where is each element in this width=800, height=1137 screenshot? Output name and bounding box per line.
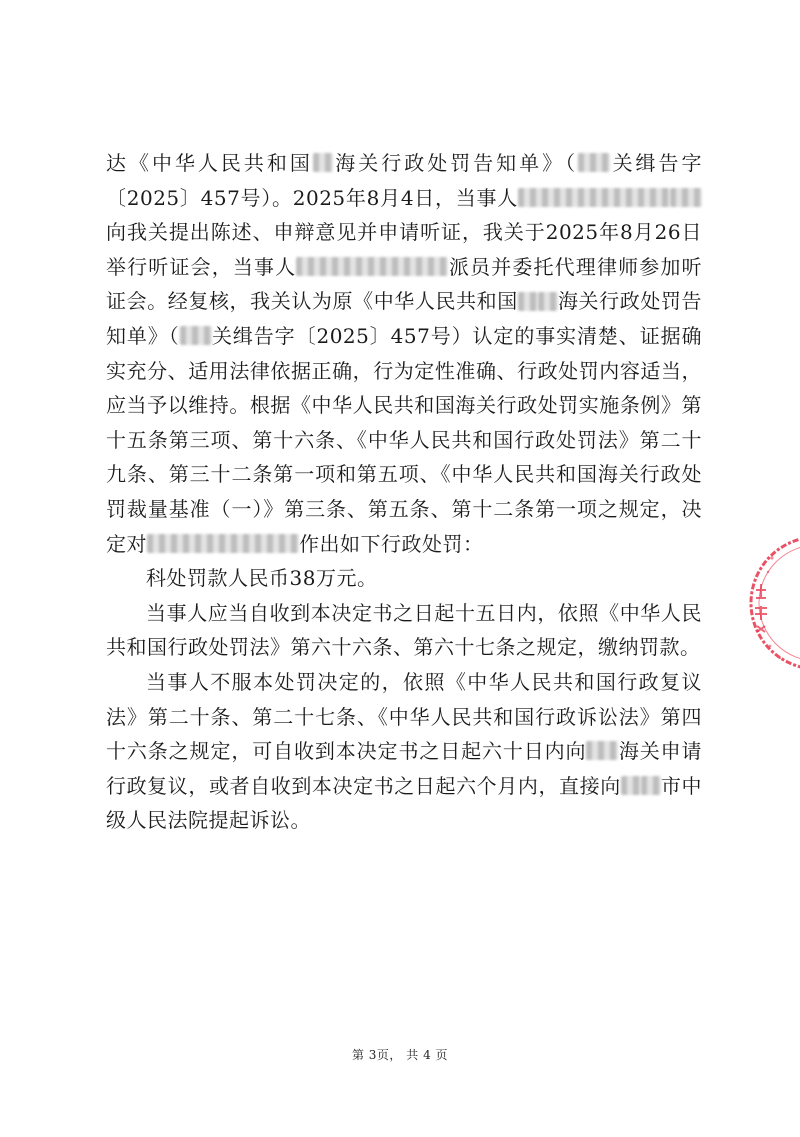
- body-text-segment: 海关申请行政复议，或者自收到本决定书之日起六个月内，直接向: [106, 739, 703, 798]
- redacted-text-block: [586, 741, 618, 760]
- body-paragraph: [106, 561, 702, 596]
- redacted-text-block: [518, 188, 670, 207]
- redacted-text-block: [578, 153, 610, 172]
- body-text-segment: 市中级人民法院提起诉讼。: [106, 773, 703, 833]
- body-text-segment: 派员并委托代理律师参加听证会。经复核，我关认为原《中华人民共和国: [106, 254, 703, 314]
- body-text-segment: 达《中华人民共和国: [106, 151, 313, 175]
- redacted-text-block: [621, 776, 641, 795]
- redacted-text-block: [518, 292, 538, 311]
- body-text-segment: 向我关提出陈述、申辩意见并申请听证，我关于2025年8月26日举行听证会，当事人: [106, 220, 702, 279]
- body-text-segment: 关缉告字〔2025〕457号）认定的事实清楚、证据确实充分、适用法律依据正确，行为定性准确、行政处罚内容适当，应当予以维持。根据《中华人民共和国海关行政处罚实施条例》第十五条第三项、第十六条、《中华人民共和国行政处罚法》第二十九条、第三十二条第一项和第五项、《中华人民共和国海关行政处罚裁量基准（一）》第三条、第五条、第十二条第一项之规定，决定对: [106, 323, 703, 556]
- body-paragraph: [106, 146, 702, 561]
- body-text-segment: 当事人不服本处罚决定的，依照《中华人民共和国行政复议法》第二十条、第二十七条、《中华人民共和国行政诉讼法》第四十六条之规定，可自收到本决定书之日起六十日内向: [106, 669, 702, 764]
- body-text-segment: 海关行政处罚告知单》（: [106, 289, 703, 348]
- body-text-segment: 作出如下行政处罚：: [299, 531, 484, 556]
- body-text-segment: 当事人应当自收到本决定书之日起十五日内，依照《中华人民共和国行政处罚法》第六十六条、第六十七条之规定，缴纳罚款。: [106, 600, 702, 660]
- redacted-text-block: [313, 153, 333, 172]
- redacted-text-block: [147, 534, 299, 553]
- official-seal-stamp: [742, 528, 800, 678]
- body-paragraph: [106, 665, 702, 838]
- redacted-text-block: [670, 188, 702, 207]
- body-text-segment: 海关行政处罚告知单》（: [332, 151, 579, 175]
- body-text-segment: 关缉告字〔2025〕457号）。2025年8月4日，当事人: [106, 151, 703, 210]
- page-number-footer: 第 3页， 共 4 页: [351, 1048, 449, 1062]
- redacted-text-block: [641, 776, 661, 795]
- redacted-text-block: [296, 257, 448, 276]
- redacted-text-block: [538, 292, 558, 311]
- document-body: [106, 146, 702, 838]
- redacted-text-block: [180, 326, 212, 345]
- body-text-segment: 科处罚款人民币38万元。: [146, 566, 378, 591]
- body-paragraph: [106, 596, 702, 665]
